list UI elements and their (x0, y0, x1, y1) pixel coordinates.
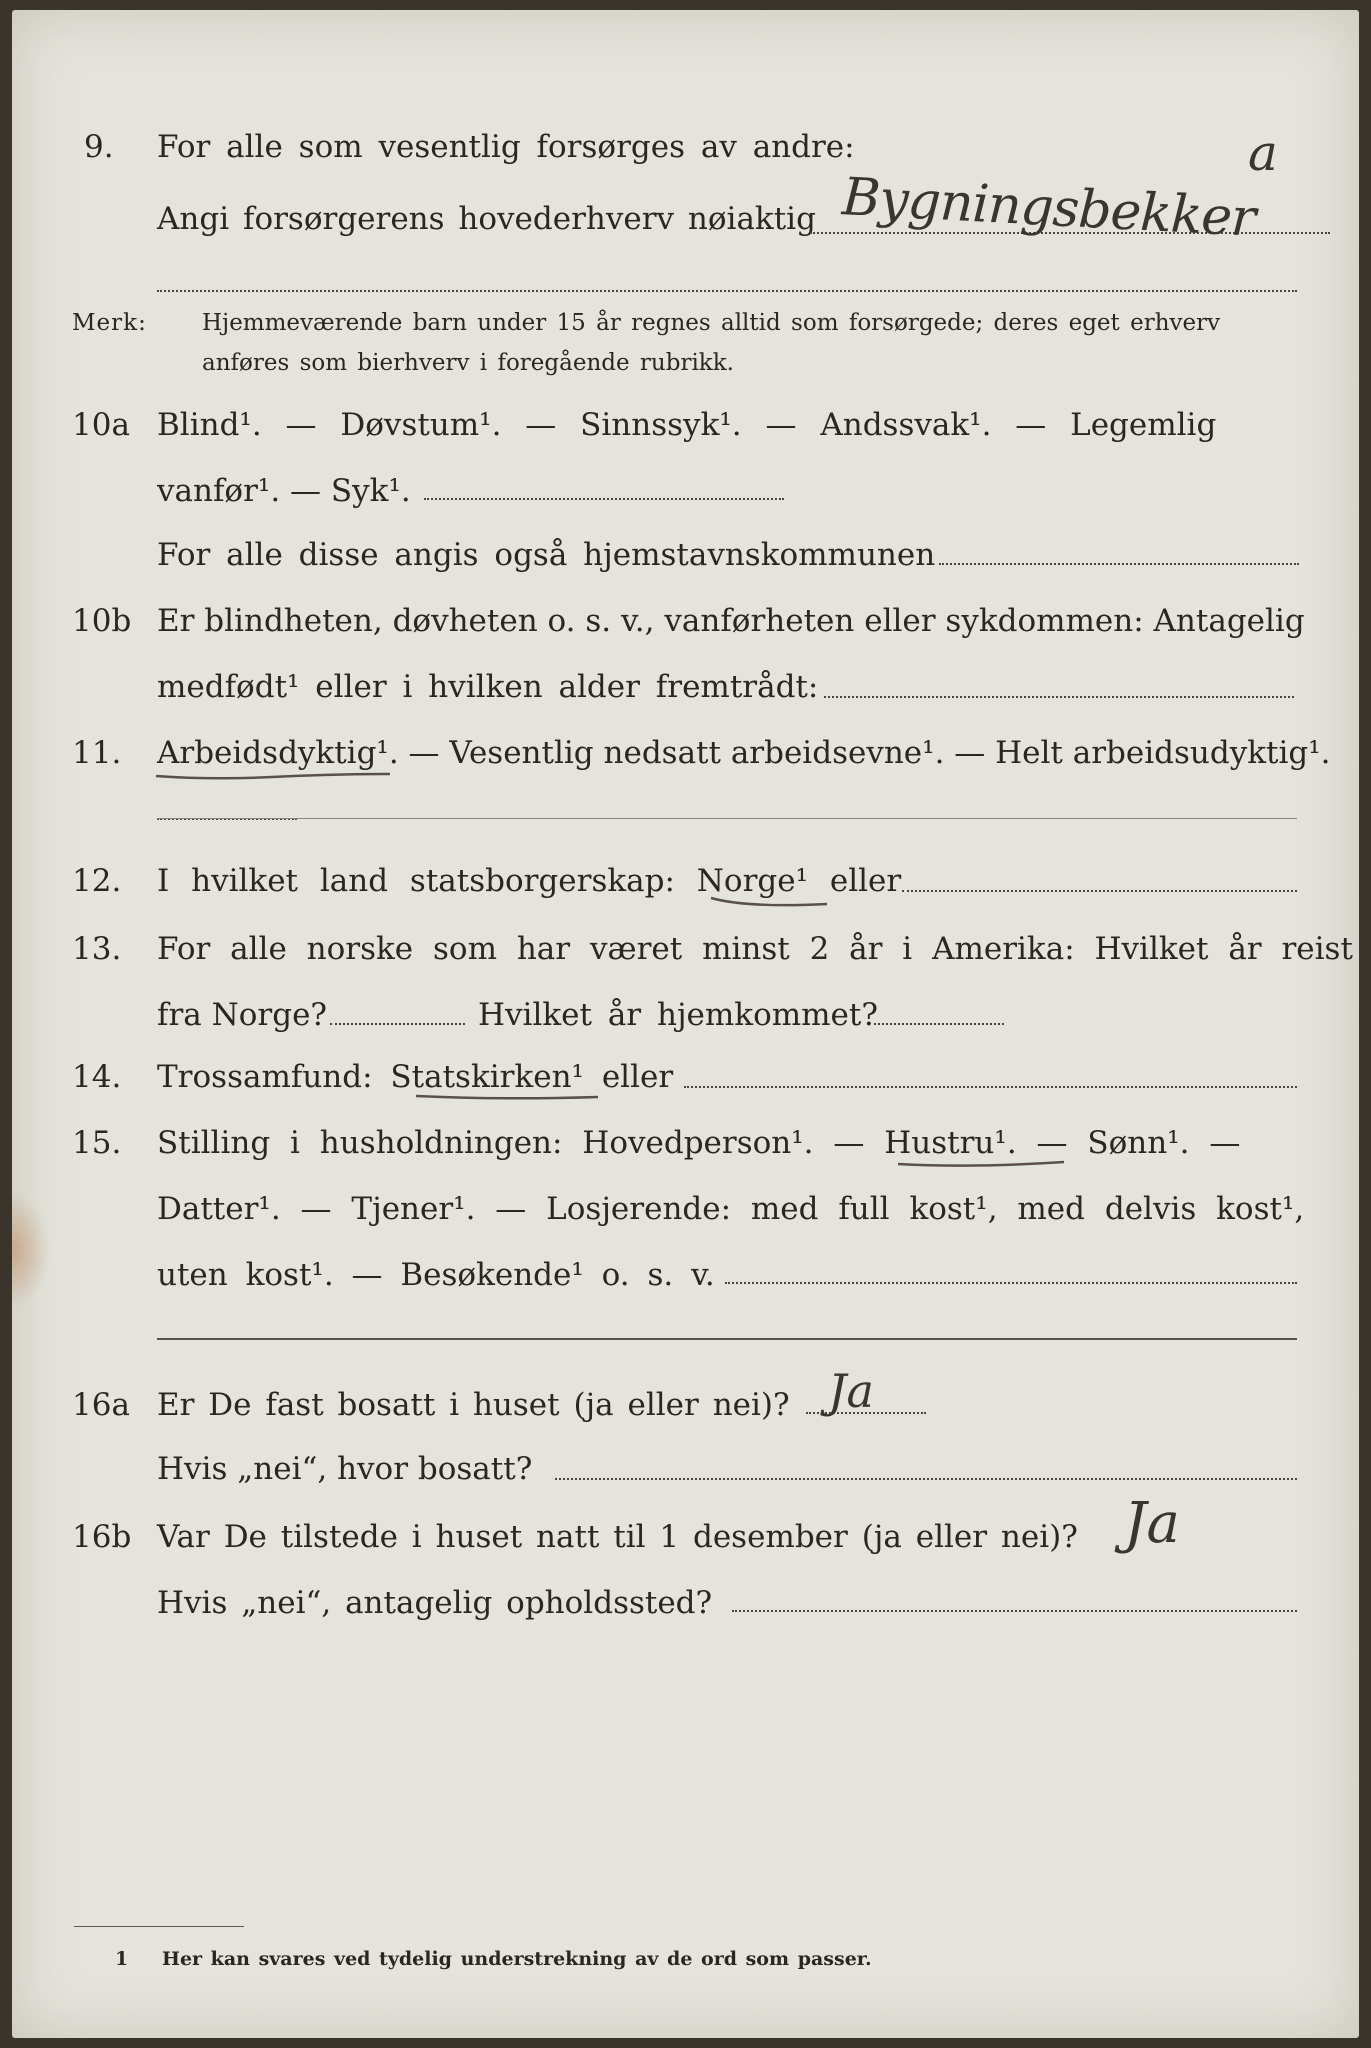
q16a-line2: Hvis „nei“, hvor bosatt? (157, 1451, 533, 1487)
q15-answer-underline (894, 1156, 1074, 1170)
q15-line3-dots (725, 1282, 1297, 1284)
q10a-number: 10a (72, 407, 130, 443)
q15-line3: uten kost¹. — Besøkende¹ o. s. v. (157, 1257, 715, 1293)
q14-line1: Trossamfund: Statskirken¹ eller (157, 1059, 674, 1095)
q12-line1: I hvilket land statsborgerskap: Norge¹ eller (157, 863, 902, 899)
q9-line1: For alle som vesentlig forsørges av andre: (157, 129, 855, 165)
q10b-line2-dots (824, 696, 1294, 698)
q16b-line2-dots (732, 1610, 1297, 1612)
q15-number: 15. (72, 1125, 122, 1161)
q10b-line2: medfødt¹ eller i hvilken alder fremtrådt: (157, 669, 819, 705)
q13-line2a-dots (330, 1023, 465, 1025)
q16b-number: 16b (72, 1519, 132, 1555)
q14-number: 14. (72, 1059, 122, 1095)
paper-stain (12, 1190, 50, 1310)
q16b-line1: Var De tilstede i huset natt til 1 desember (ja eller nei)? (157, 1519, 1078, 1555)
q9-handwritten-mark: a (1248, 124, 1278, 182)
q16b-line2: Hvis „nei“, antagelig opholdssted? (157, 1585, 713, 1621)
q16a-line1: Er De fast bosatt i huset (ja eller nei)? (157, 1387, 790, 1423)
q12-answer-underline (707, 894, 837, 910)
q10a-line2: vanfør¹. — Syk¹. (157, 473, 411, 509)
q13-line1: For alle norske som har været minst 2 år i Amerika: Hvilket år reist (157, 931, 1353, 967)
merk-line1: Hjemmeværende barn under 15 år regnes alltid som forsørgede; deres eget erhverv (202, 310, 1221, 336)
q10b-number: 10b (72, 603, 132, 639)
q10a-line3-dots (939, 563, 1299, 565)
q11-extra-line (157, 818, 1297, 819)
q13-number: 13. (72, 931, 122, 967)
q16a-number: 16a (72, 1387, 130, 1423)
q14-answer-underline (412, 1090, 602, 1104)
q9-line2: Angi forsørgerens hovederhverv nøiaktig (157, 201, 816, 237)
q15-line1: Stilling i husholdningen: Hovedperson¹. — Hustru¹. — Sønn¹. — (157, 1125, 1241, 1161)
q9-number: 9. (84, 129, 114, 165)
merk-label: Merk: (72, 310, 147, 336)
q13-line2b-dots (874, 1023, 1004, 1025)
q12-dots (902, 890, 1297, 892)
q16a-handwritten-answer: Ja (828, 1364, 874, 1418)
q9-extra-line (157, 290, 1297, 292)
q10b-line1: Er blindheten, døvheten o. s. v., vanførheten eller sykdommen: Antagelig (157, 603, 1305, 639)
census-form-page (12, 10, 1359, 2038)
q16b-handwritten-answer: Ja (1124, 1491, 1180, 1556)
q12-number: 12. (72, 863, 122, 899)
q9-handwritten-answer: Bygningsbekker (840, 167, 1257, 249)
q16a-line2-dots (555, 1478, 1297, 1480)
footnote-divider (74, 1926, 244, 1927)
q15-extra-line (157, 1338, 1297, 1340)
q11-number: 11. (72, 735, 122, 771)
footnote-marker: 1 (115, 1948, 129, 1970)
q11-line1: Arbeidsdyktig¹. — Vesentlig nedsatt arbeidsevne¹. — Helt arbeidsudyktig¹. (157, 735, 1331, 771)
q14-dots (684, 1086, 1297, 1088)
q13-line2a: fra Norge? (157, 997, 328, 1033)
q13-line2b: Hvilket år hjemkommet? (478, 997, 878, 1033)
q15-line2: Datter¹. — Tjener¹. — Losjerende: med full kost¹, med delvis kost¹, (157, 1191, 1305, 1227)
q10a-line2-dots (424, 498, 784, 500)
q10a-line1: Blind¹. — Døvstum¹. — Sinnssyk¹. — Andssvak¹. — Legemlig (157, 407, 1217, 443)
footnote-text: Her kan svares ved tydelig understrekning av de ord som passer. (162, 1948, 872, 1970)
merk-line2: anføres som bierhverv i foregående rubrikk. (202, 350, 734, 376)
q11-answer-underline (152, 768, 397, 784)
q10a-line3: For alle disse angis også hjemstavnskommunen (157, 537, 936, 573)
